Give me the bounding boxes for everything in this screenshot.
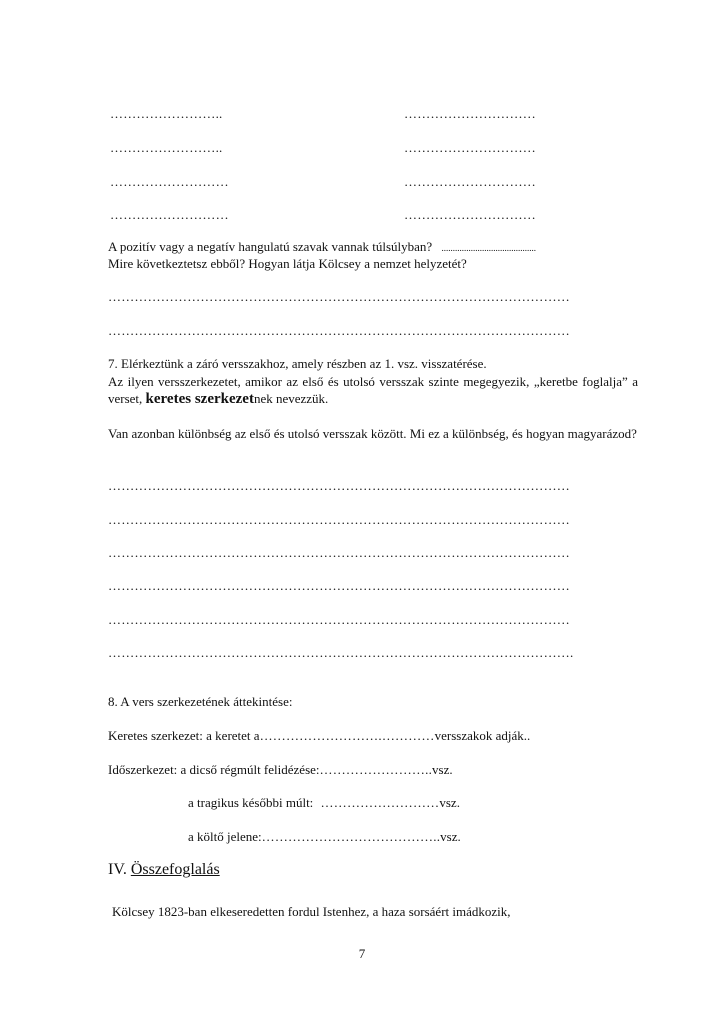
blank-row3-left[interactable]: ………………………: [110, 174, 229, 189]
blank-row4-left[interactable]: ………………………: [110, 207, 229, 222]
q8-tragic-blank[interactable]: ………………………: [320, 795, 440, 810]
blank-row1-right[interactable]: …………………………: [404, 106, 536, 121]
q7-paragraph-start: Az ilyen versszerkezetet, amikor az első és utolsó versszak szinte megegyezik, „keretbe foglalja” a verset,: [108, 374, 638, 406]
page-number: 7: [358, 946, 366, 961]
q8-tragic-label: a tragikus későbbi múlt:: [188, 795, 314, 810]
q7-intro: 7. Elérkeztünk a záró versszakhoz, amely részben az 1. vsz. visszatérése.: [108, 356, 487, 371]
q8-time-row: [108, 762, 453, 778]
blank-row2-left[interactable]: ……………………..: [110, 140, 223, 155]
q7-term: keretes szerkezet: [145, 391, 254, 407]
q8-present-blank[interactable]: …………………………………..: [261, 829, 441, 844]
q7-answer-line-2[interactable]: ……………………………………………………………………………………………: [108, 512, 570, 527]
q8-frame-row: [108, 728, 530, 744]
q8-frame-end: versszakok adják..: [434, 728, 531, 743]
q8-frame-blank[interactable]: ……………………….…………: [259, 728, 435, 743]
mood-question-text: A pozitív vagy a negatív hangulatú szavak vannak túlsúlyban?: [108, 239, 433, 254]
q7-answer-line-6[interactable]: …………………………………………………………………………………………….: [108, 645, 574, 660]
q8-present-label: a költő jelene:: [188, 829, 262, 844]
q8-present-end: vsz.: [440, 829, 461, 844]
q8-tragic-row: [188, 795, 460, 811]
q7-paragraph-end: nek nevezzük.: [253, 391, 329, 406]
q8-title: 8. A vers szerkezetének áttekintése:: [108, 694, 293, 709]
q7-answer-line-3[interactable]: ……………………………………………………………………………………………: [108, 545, 570, 560]
section-text: Kölcsey 1823-ban elkeseredetten fordul Istenhez, a haza sorsáért imádkozik,: [112, 904, 511, 919]
blank-row1-left[interactable]: ……………………..: [110, 106, 223, 121]
q8-time-blank[interactable]: ……………………..: [319, 762, 433, 777]
mood-answer-blank[interactable]: ..........................................: [441, 243, 536, 253]
q8-time-label: Időszerkezet: a dicső régmúlt felidézése:: [108, 762, 320, 777]
q7-answer-line-1[interactable]: ……………………………………………………………………………………………: [108, 478, 570, 493]
q8-tragic-end: vsz.: [439, 795, 460, 810]
section-title: Összefoglalás: [130, 861, 220, 878]
blank-row4-right[interactable]: …………………………: [404, 207, 536, 222]
q8-frame-label: Keretes szerkezet: a keretet a: [108, 728, 260, 743]
section-heading: [108, 862, 220, 878]
q7-paragraph: [108, 373, 638, 408]
mood-question: [108, 239, 536, 256]
mood-answer-line-1[interactable]: ……………………………………………………………………………………………: [108, 289, 570, 304]
q7-answer-line-5[interactable]: ……………………………………………………………………………………………: [108, 612, 570, 627]
mood-followup: Mire következtetsz ebből? Hogyan látja Kölcsey a nemzet helyzetét?: [108, 256, 467, 271]
mood-answer-line-2[interactable]: ……………………………………………………………………………………………: [108, 323, 570, 338]
blank-row2-right[interactable]: …………………………: [404, 140, 536, 155]
q7-question: Van azonban különbség az első és utolsó versszak között. Mi ez a különbség, és hogyan magyarázod?: [108, 426, 637, 441]
q8-present-row: [188, 829, 461, 845]
blank-row3-right[interactable]: …………………………: [404, 174, 536, 189]
section-numeral: IV.: [108, 861, 127, 878]
q7-answer-line-4[interactable]: ……………………………………………………………………………………………: [108, 578, 570, 593]
q8-time-end: vsz.: [432, 762, 453, 777]
